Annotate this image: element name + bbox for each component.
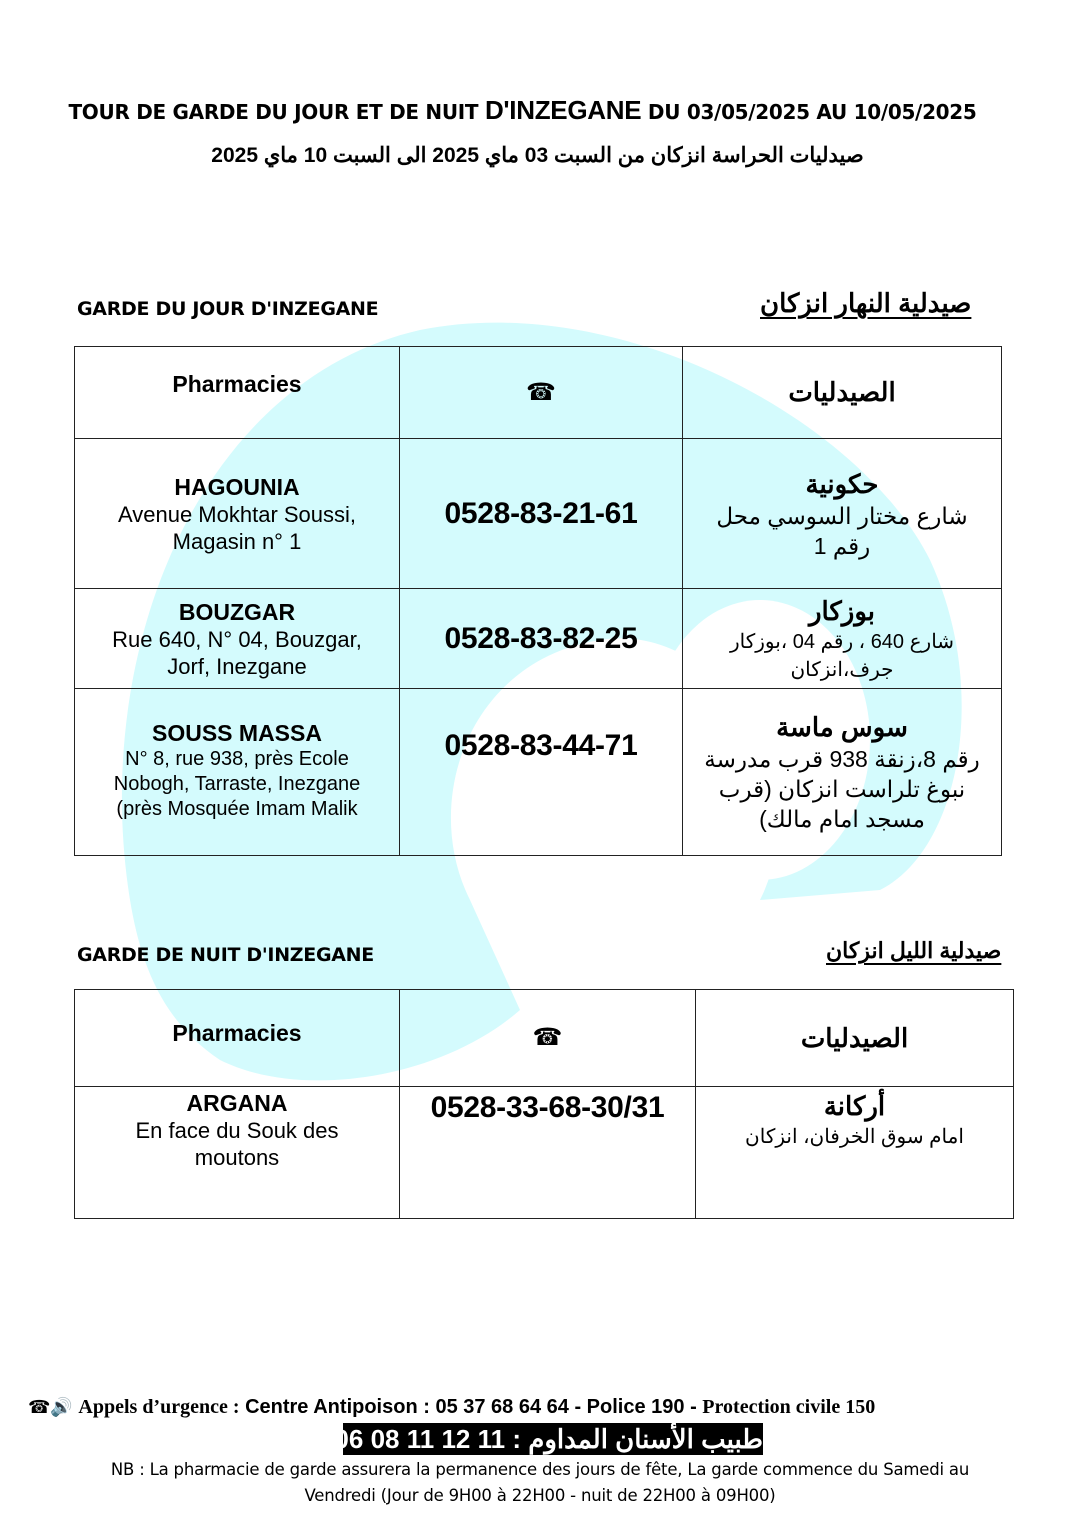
emergency-calls — [28, 1396, 1028, 1419]
pharmacy-name: ARGANA — [186, 1090, 288, 1116]
day-section-title: GARDE DU JOUR D'INZEGANE — [77, 298, 379, 320]
table-header-row — [75, 990, 1014, 1087]
title-city: D'INZEGANE — [484, 95, 642, 125]
page-title — [0, 95, 1045, 126]
pharmacy-address: Rue 640, N° 04, Bouzgar, Jorf, Inezgane — [112, 626, 362, 679]
day-pharmacies-table — [74, 346, 1002, 856]
phone-icon: ☎ — [526, 378, 556, 406]
pharmacy-name: SOUSS MASSA — [152, 720, 322, 746]
dentist-on-duty: طبيب الأسنان المداوم : 11 12 11 08 06 — [334, 1424, 763, 1454]
pharmacy-name-ar: بوزكار — [808, 595, 876, 626]
night-section-title: GARDE DE NUIT D'INZEGANE — [77, 944, 374, 966]
pharmacy-phone[interactable]: 0528-83-82-25 — [444, 621, 638, 655]
day-section-title-ar: صيدلية النهار انزكان — [760, 288, 972, 318]
pharmacy-address-ar: شارع مختار السوسي محل رقم 1 — [716, 502, 968, 559]
pharmacy-phone[interactable]: 0528-83-44-71 — [444, 729, 638, 762]
emergency-antipoison-police: Centre Antipoison : 05 37 68 64 64 - Police 190 - — [245, 1396, 697, 1418]
night-pharmacies-table — [74, 989, 1014, 1219]
pharmacy-name: HAGOUNIA — [174, 473, 300, 500]
phone-icon: ☎ — [532, 1024, 563, 1051]
column-header-pharmacies-ar: الصيدليات — [800, 1022, 909, 1053]
night-section-title-ar: صيدلية الليل انزكان — [826, 938, 1002, 963]
pharmacy-address-ar: شارع 640 ، رقم 04 ،بوزكار جرف،انزكان — [729, 630, 955, 681]
pharmacy-address: Avenue Mokhtar Soussi, Magasin n° 1 — [117, 501, 357, 554]
column-header-pharmacies: Pharmacies — [172, 1020, 302, 1046]
pharmacy-phone[interactable]: 0528-33-68-30/31 — [430, 1091, 665, 1124]
emergency-label: Appels d’urgence : — [78, 1396, 240, 1418]
emergency-phone-speaker-icon: ☎🔊 — [28, 1397, 73, 1417]
footer-note-line2: Vendredi (Jour de 9H00 à 22H00 - nuit de 22H00 à 09H00) — [304, 1486, 776, 1505]
table-header-row — [75, 347, 1002, 439]
emergency-civil-protection: Protection civile 150 — [702, 1396, 876, 1418]
table-row — [75, 589, 1002, 689]
pharmacy-address-ar: رقم 8،زنقة 938 قرب مدرسة نبوغ تلراست انزكان (قرب مسجد امام مالك) — [704, 746, 980, 832]
column-header-pharmacies: Pharmacies — [172, 371, 302, 397]
column-header-pharmacies-ar: الصيدليات — [788, 377, 896, 407]
footer-note-line1: NB : La pharmacie de garde assurera la permanence des jours de fête, La garde commence du Samedi au — [110, 1460, 970, 1479]
pharmacy-name-ar: حكونية — [805, 468, 879, 499]
table-row — [75, 1087, 1014, 1219]
pharmacy-address-ar: امام سوق الخرفان، انزكان — [745, 1126, 964, 1148]
page-subtitle-ar: صيدليات الحراسة انزكان من السبت 03 ماي 2025 الى السبت 10 ماي 2025 — [211, 144, 864, 167]
pharmacy-address: N° 8, rue 938, près Ecole Nobogh, Tarraste, Inezgane (près Mosquée Imam Malik — [113, 748, 361, 820]
title-suffix: DU 03/05/2025 AU 10/05/2025 — [647, 100, 977, 124]
pharmacy-phone[interactable]: 0528-83-21-61 — [444, 496, 638, 530]
title-prefix: TOUR DE GARDE DU JOUR ET DE NUIT — [68, 100, 479, 124]
pharmacy-name-ar: سوس ماسة — [776, 712, 908, 742]
pharmacy-name: BOUZGAR — [178, 598, 296, 625]
pharmacy-name-ar: أركانة — [823, 1091, 886, 1121]
table-row — [75, 439, 1002, 589]
table-row — [75, 689, 1002, 856]
pharmacy-address: En face du Souk des moutons — [135, 1118, 339, 1170]
footer-note — [90, 1457, 990, 1509]
